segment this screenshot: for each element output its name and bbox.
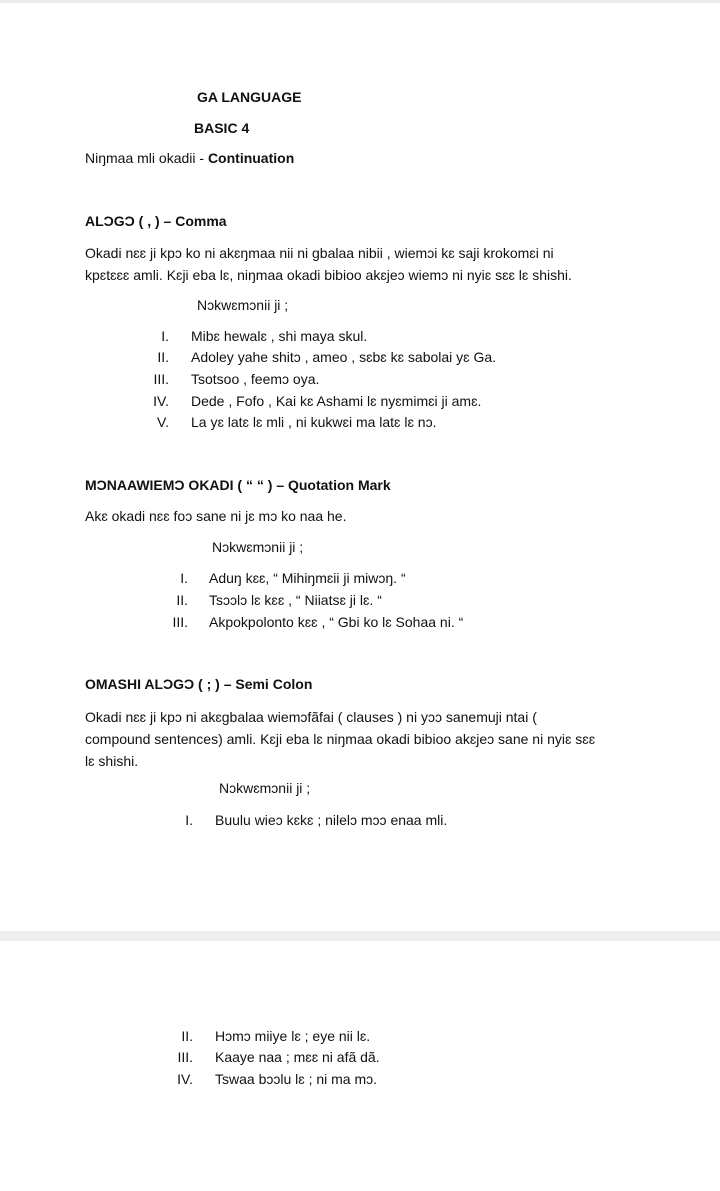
page-top-edge	[0, 0, 720, 3]
list-item-text: Tsotsoo , feemɔ oya.	[191, 371, 320, 387]
list-item-number: III.	[153, 371, 169, 387]
list-item-number: II.	[157, 349, 169, 365]
quotation-paragraph: Akɛ okadi nɛɛ foɔ sane ni jɛ mɔ ko naa he.	[85, 508, 347, 524]
quotation-heading: MƆNAAWIEMƆ OKADI ( “ “ ) – Quotation Mark	[85, 477, 391, 493]
list-item-text: Tsɔɔlɔ lɛ kɛɛ , “ Niiatsɛ ji lɛ. “	[209, 592, 382, 608]
list-item-number: I.	[180, 570, 188, 586]
list-item-text: Dede , Fofo , Kai kɛ Ashami lɛ nyɛmimɛi ji amɛ.	[191, 393, 482, 409]
semicolon-heading: OMASHI ALƆGƆ ( ; ) – Semi Colon	[85, 676, 313, 692]
list-item-number: III.	[177, 1049, 193, 1065]
list-item-number: II.	[176, 592, 188, 608]
list-item-text: Kaaye naa ; mɛɛ ni afã dã.	[215, 1049, 380, 1065]
comma-paragraph	[85, 242, 645, 286]
list-item-number: I.	[161, 328, 169, 344]
document-subtitle	[85, 150, 294, 166]
list-item-text: Buulu wieɔ kɛkɛ ; nilelɔ mɔɔ enaa mli.	[215, 812, 448, 828]
comma-paragraph-line: kpɛtɛɛɛ amli. Kɛji eba lɛ, niŋmaa okadi bibioo akɛjeɔ wiemɔ ni nyiɛ sɛɛ lɛ shishi.	[85, 267, 572, 283]
list-item-text: Mibɛ hewalɛ , shi maya skul.	[191, 328, 368, 344]
list-item-number: I.	[185, 812, 193, 828]
comma-examples-label: Nɔkwɛmɔnii ji ;	[197, 297, 289, 313]
document-title: GA LANGUAGE	[197, 89, 302, 105]
list-item-text: La yɛ latɛ lɛ mli , ni kukwɛi ma latɛ lɛ nɔ.	[191, 414, 437, 430]
list-item-number: II.	[181, 1028, 193, 1044]
semicolon-paragraph-line: Okadi nɛɛ ji kpɔ ni akɛgbalaa wiemɔfãfai ( clauses ) ni yɔɔ sanemuji ntai (	[85, 709, 537, 725]
list-item-number: IV.	[153, 393, 169, 409]
semicolon-examples-label: Nɔkwɛmɔnii ji ;	[219, 780, 311, 796]
page-break	[0, 931, 720, 941]
list-item-text: Adoley yahe shitɔ , ameo , sɛbɛ kɛ sabolai yɛ Ga.	[191, 349, 497, 365]
list-item-text: Tswaa bɔɔlu lɛ ; ni ma mɔ.	[215, 1071, 378, 1087]
semicolon-paragraph-line: compound sentences) amli. Kɛji eba lɛ niŋmaa okadi bibioo akɛjeɔ sane ni nyiɛ sɛɛ	[85, 731, 596, 747]
comma-heading: ALƆGƆ ( , ) – Comma	[85, 213, 227, 229]
list-item-text: Aduŋ kɛɛ, “ Mihiŋmɛii ji miwɔŋ. “	[209, 570, 406, 586]
semicolon-paragraph-line: lɛ shishi.	[85, 753, 139, 769]
list-item-text: Hɔmɔ miiye lɛ ; eye nii lɛ.	[215, 1028, 371, 1044]
comma-paragraph-line: Okadi nɛɛ ji kpɔ ko ni akɛŋmaa nii ni gbalaa nibii , wiemɔi kɛ saji krokomɛi ni	[85, 245, 554, 261]
subtitle-prefix: Niŋmaa mli okadii -	[85, 150, 208, 166]
list-item-number: IV.	[177, 1071, 193, 1087]
semicolon-paragraph	[85, 706, 645, 772]
list-item-text: Akpokpolonto kɛɛ , “ Gbi ko lɛ Sohaa ni. “	[209, 614, 464, 630]
quotation-examples-label: Nɔkwɛmɔnii ji ;	[212, 539, 304, 555]
list-item-number: V.	[157, 414, 169, 430]
subtitle-bold: Continuation	[207, 150, 295, 166]
list-item-number: III.	[172, 614, 188, 630]
document-grade: BASIC 4	[194, 120, 250, 136]
